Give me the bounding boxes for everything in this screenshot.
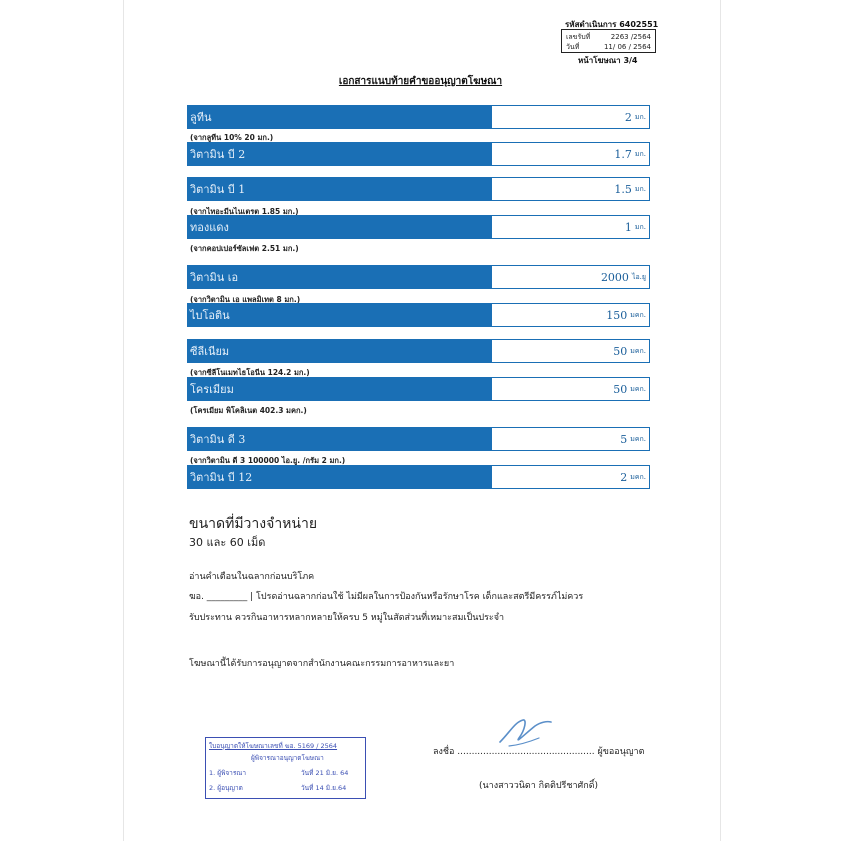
nutrient-amount: 1 — [624, 220, 632, 234]
nutrient-amount: 150 — [606, 308, 628, 322]
stamp-row-2-label: 2. ผู้อนุญาต — [209, 784, 243, 792]
nutrient-name: ทองแดง — [188, 216, 492, 238]
nutrient-note: (จากไทอะมีนไนเตรต 1.85 มก.) — [190, 207, 299, 216]
nutrient-amount: 2 — [620, 470, 628, 484]
nutrient-name: วิตามิน บี 1 — [188, 178, 492, 200]
nutrient-bar — [187, 105, 650, 129]
nutrient-amount-cell — [492, 143, 649, 165]
nutrient-unit: มก. — [634, 184, 646, 193]
nutrient-note: (จากวิตามิน เอ แพลมิเทต 8 มก.) — [190, 295, 301, 304]
nutrient-bar — [187, 465, 650, 489]
nutrient-unit: มคก. — [630, 310, 646, 319]
nutrient-amount-cell — [492, 304, 649, 326]
nutrient-unit: ไอ.ยู — [631, 272, 646, 281]
stamp-subtitle: ผู้พิจารณาอนุญาตโฆษณา — [251, 754, 324, 762]
stamp-row-1-date: วันที่ 21 มิ.ย. 64 — [301, 769, 349, 777]
nutrient-unit: มก. — [634, 112, 646, 121]
nutrient-amount-cell — [492, 428, 649, 450]
stamp-license: ใบอนุญาตให้โฆษณาเลขที่ ฆอ. 5169 / 2564 — [209, 742, 338, 750]
approval-stamp — [205, 737, 366, 799]
nutrient-amount-cell — [492, 340, 649, 362]
nutrient-unit: มคก. — [630, 434, 646, 443]
nutrient-bar — [187, 339, 650, 363]
nutrient-unit: มคก. — [630, 472, 646, 481]
nutrient-amount-cell — [492, 466, 649, 488]
package-size-value: 30 และ 60 เม็ด — [189, 536, 266, 549]
nutrient-amount: 5 — [620, 432, 628, 446]
warning-line-2: รับประทาน ควรกินอาหารหลากหลายให้ครบ 5 หมู่ในสัดส่วนที่เหมาะสมเป็นประจำ — [189, 613, 505, 623]
warning-line-1: ฆอ. _________ | โปรดอ่านฉลากก่อนใช้ ไม่มีผลในการป้องกันหรือรักษาโรค เด็กและสตรีมีครรภ์ไม่ควร — [189, 592, 584, 602]
stamp-row-1-label: 1. ผู้พิจารณา — [209, 769, 246, 777]
nutrient-bar — [187, 303, 650, 327]
document-title: เอกสารแนบท้ายคำขออนุญาตโฆษณา — [338, 76, 503, 87]
nutrient-bar — [187, 377, 650, 401]
nutrient-note: (จากลูทีน 10% 20 มก.) — [190, 133, 274, 142]
nutrient-name: ซีลีเนียม — [188, 340, 492, 362]
nutrient-name: ลูทีน — [188, 106, 492, 128]
nutrient-bar — [187, 427, 650, 451]
nutrient-note: (จากคอปเปอร์ซัลเฟต 2.51 มก.) — [190, 244, 299, 253]
nutrient-note: (จากซีลีโนเมทไธโอนีน 124.2 มก.) — [190, 368, 310, 377]
signature-line: ลงชื่อ ................................................ ผู้ขออนุญาต — [433, 747, 645, 757]
nutrient-bar — [187, 177, 650, 201]
nutrient-amount-cell — [492, 216, 649, 238]
signatory-name: (นางสาววนิดา กิตติปรีชาศักดิ์) — [479, 781, 599, 791]
nutrient-bar — [187, 142, 650, 166]
nutrient-amount: 50 — [613, 382, 628, 396]
nutrient-amount-cell — [492, 378, 649, 400]
nutrient-name: ไบโอติน — [188, 304, 492, 326]
nutrient-amount-cell — [492, 266, 649, 288]
nutrient-name: โครเมียม — [188, 378, 492, 400]
package-size-title: ขนาดที่มีวางจำหน่าย — [189, 516, 318, 532]
nutrient-amount: 50 — [613, 344, 628, 358]
nutrient-unit: มก. — [634, 149, 646, 158]
nutrient-note: (โครเมียม พิโคลิเนต 402.3 มคก.) — [190, 406, 307, 415]
nutrient-unit: มคก. — [630, 384, 646, 393]
nutrient-amount: 1.7 — [614, 147, 632, 161]
receipt-number: 2263 /2564 — [610, 33, 651, 41]
nutrient-amount: 2 — [624, 110, 632, 124]
nutrient-note: (จากวิตามิน ดี 3 100000 ไอ.ยู. /กรัม 2 มก.) — [190, 456, 346, 465]
nutrient-unit: มคก. — [630, 346, 646, 355]
date-label: วันที่ — [566, 43, 580, 51]
nutrient-amount: 1.5 — [614, 182, 632, 196]
nutrient-bar — [187, 265, 650, 289]
nutrient-name: วิตามิน บี 12 — [188, 466, 492, 488]
page-number: หน้าโฆษณา 3/4 — [578, 56, 638, 65]
nutrient-unit: มก. — [634, 222, 646, 231]
warning-heading: อ่านคำเตือนในฉลากก่อนบริโภค — [189, 572, 315, 582]
nutrient-name: วิตามิน บี 2 — [188, 143, 492, 165]
nutrient-name: วิตามิน เอ — [188, 266, 492, 288]
receipt-box — [561, 29, 656, 53]
nutrient-amount: 2000 — [600, 270, 629, 284]
nutrient-bar — [187, 215, 650, 239]
nutrient-amount-cell — [492, 178, 649, 200]
approval-statement: โฆษณานี้ได้รับการอนุญาตจากสำนักงานคณะกรรมการอาหารและยา — [189, 659, 455, 669]
nutrient-name: วิตามิน ดี 3 — [188, 428, 492, 450]
nutrient-amount-cell — [492, 106, 649, 128]
stamp-row-2-date: วันที่ 14 มิ.ย.64 — [301, 784, 347, 792]
receipt-label: เลขรับที่ — [566, 33, 591, 41]
date-value: 11/ 06 / 2564 — [603, 43, 651, 51]
operation-code: รหัสดำเนินการ 6402551 — [565, 20, 659, 29]
